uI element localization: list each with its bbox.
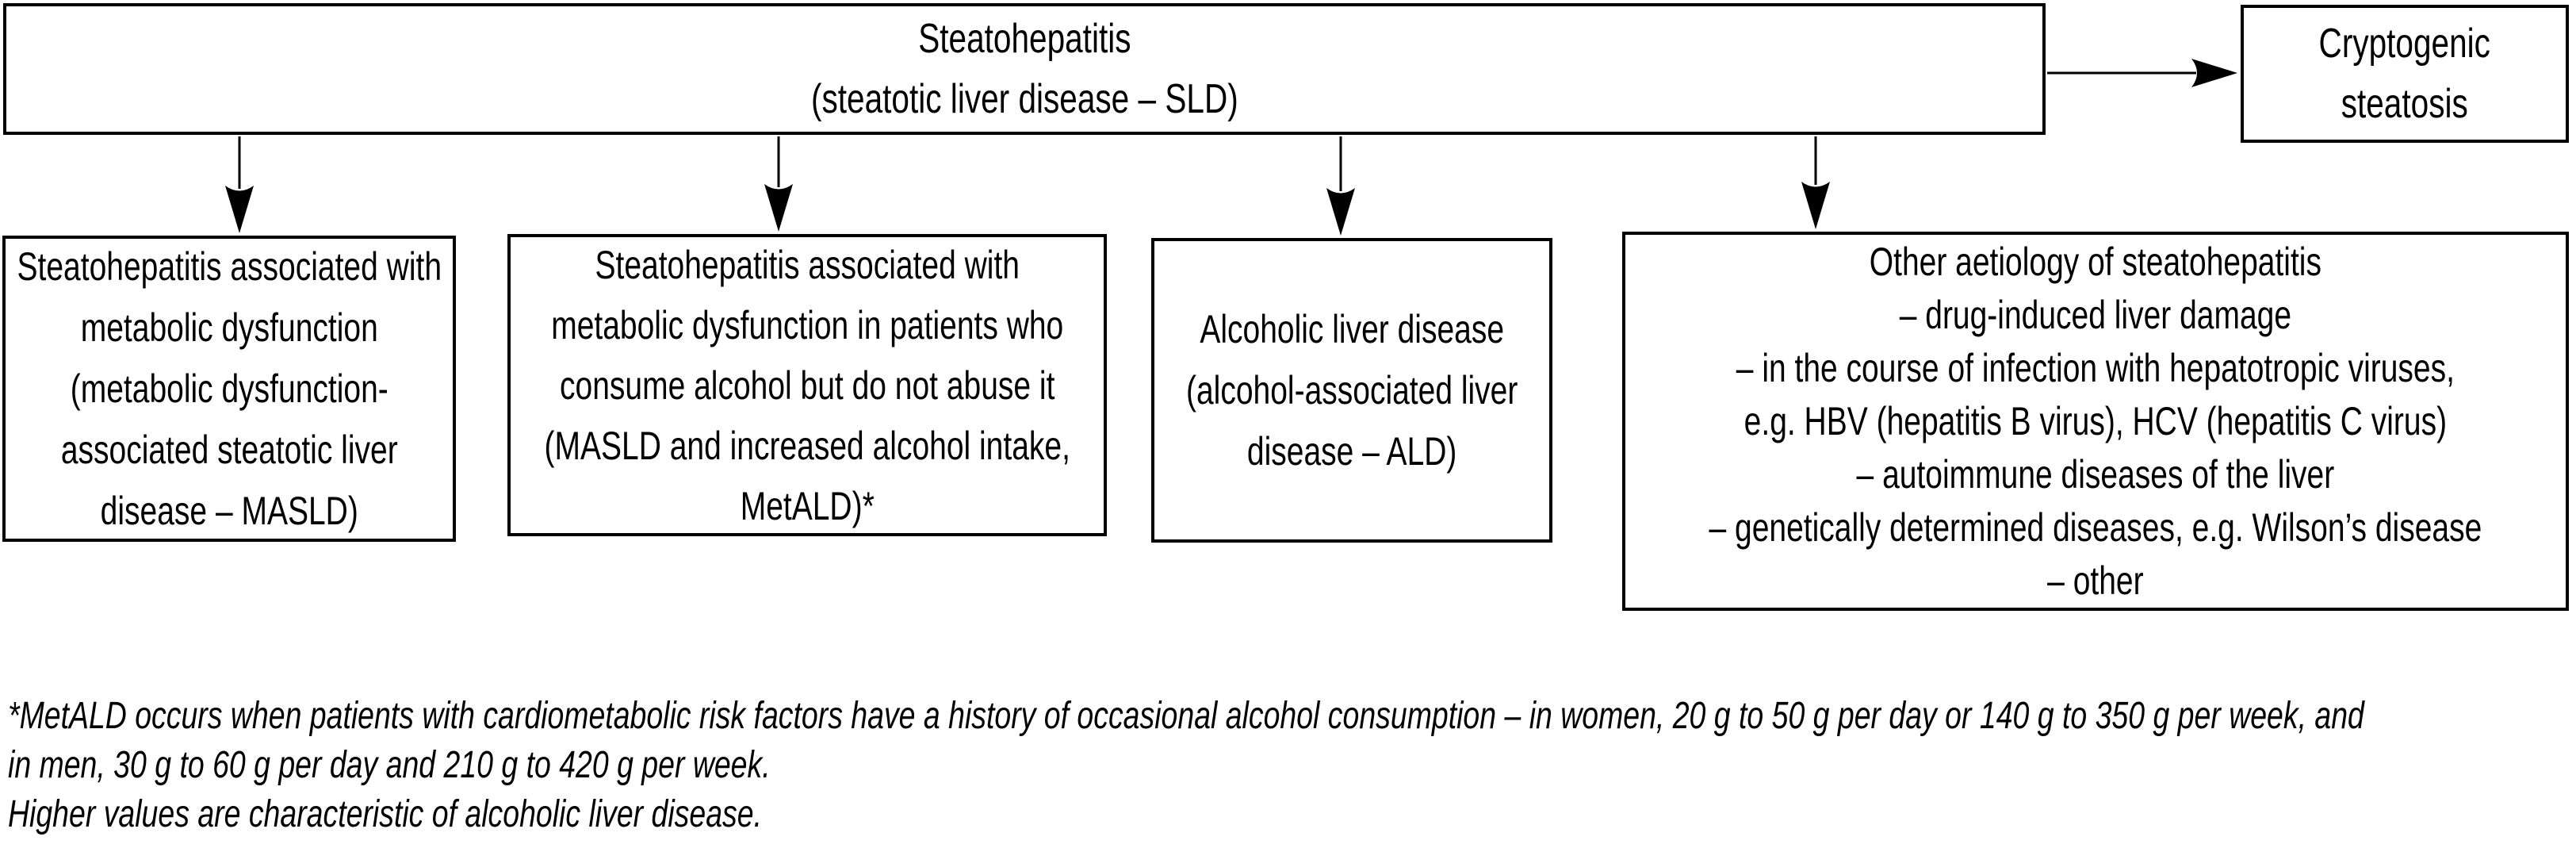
text-line: metabolic dysfunction bbox=[80, 305, 378, 350]
node-text bbox=[17, 236, 441, 542]
arrow-down-icon bbox=[222, 136, 257, 235]
text-line: disease – ALD) bbox=[1246, 428, 1457, 474]
text-line: Steatohepatitis bbox=[917, 16, 1131, 62]
node-steatohepatitis-root bbox=[3, 3, 2046, 135]
text-line: metabolic dysfunction in patients who bbox=[550, 302, 1064, 347]
text-line: MetALD)* bbox=[740, 483, 875, 528]
text-line: Cryptogenic bbox=[2318, 21, 2491, 67]
text-line: *MetALD occurs when patients with cardiometabolic risk factors have a history of occasional alcohol consumption – in women, 20 g to 50 g per day or 140 g to 350 g per week, and bbox=[8, 695, 2364, 737]
text-line: – other bbox=[2047, 558, 2144, 603]
node-text bbox=[811, 9, 1238, 129]
text-line: – in the course of infection with hepatotropic viruses, bbox=[1736, 345, 2455, 390]
text-line: in men, 30 g to 60 g per day and 210 g to 420 g per week. bbox=[8, 744, 771, 786]
text-line: Steatohepatitis associated with bbox=[595, 242, 1020, 287]
text-line: (steatotic liver disease – SLD) bbox=[810, 76, 1238, 122]
arrow-down-icon bbox=[1798, 136, 1833, 231]
arrow-down-icon bbox=[761, 136, 796, 233]
text-line: (alcohol-associated liver bbox=[1185, 367, 1518, 412]
text-line: Alcoholic liver disease bbox=[1200, 306, 1504, 351]
node-text bbox=[2319, 13, 2490, 134]
node-text bbox=[544, 235, 1070, 536]
text-line: disease – MASLD) bbox=[100, 488, 358, 533]
text-line: (metabolic dysfunction- bbox=[70, 366, 389, 411]
node-cryptogenic-steatosis bbox=[2241, 5, 2569, 143]
node-masld bbox=[2, 236, 456, 542]
node-text bbox=[1709, 236, 2482, 608]
text-line: consume alcohol but do not abuse it bbox=[559, 363, 1055, 408]
node-text bbox=[1186, 299, 1518, 482]
text-line: – autoimmune diseases of the liver bbox=[1856, 451, 2335, 497]
text-line: e.g. HBV (hepatitis B virus), HCV (hepatitis C virus) bbox=[1743, 398, 2448, 443]
node-other-aetiology bbox=[1622, 232, 2569, 611]
text-line: – genetically determined diseases, e.g. Wilson’s disease bbox=[1709, 505, 2482, 550]
text-line: Higher values are characteristic of alcoholic liver disease. bbox=[8, 793, 762, 835]
node-metald bbox=[507, 234, 1107, 536]
footnote bbox=[8, 692, 2569, 839]
text-line: associated steatotic liver bbox=[60, 427, 398, 472]
text-line: steatosis bbox=[2341, 81, 2469, 127]
node-ald bbox=[1151, 238, 1552, 543]
arrow-down-icon bbox=[1323, 136, 1358, 237]
text-line: Steatohepatitis associated with bbox=[17, 244, 442, 289]
footnote-text bbox=[8, 692, 2364, 839]
text-line: – drug-induced liver damage bbox=[1899, 292, 2292, 337]
text-line: (MASLD and increased alcohol intake, bbox=[544, 423, 1070, 468]
text-line: Other aetiology of steatohepatitis bbox=[1869, 239, 2322, 284]
arrow-right-icon bbox=[2047, 56, 2239, 90]
